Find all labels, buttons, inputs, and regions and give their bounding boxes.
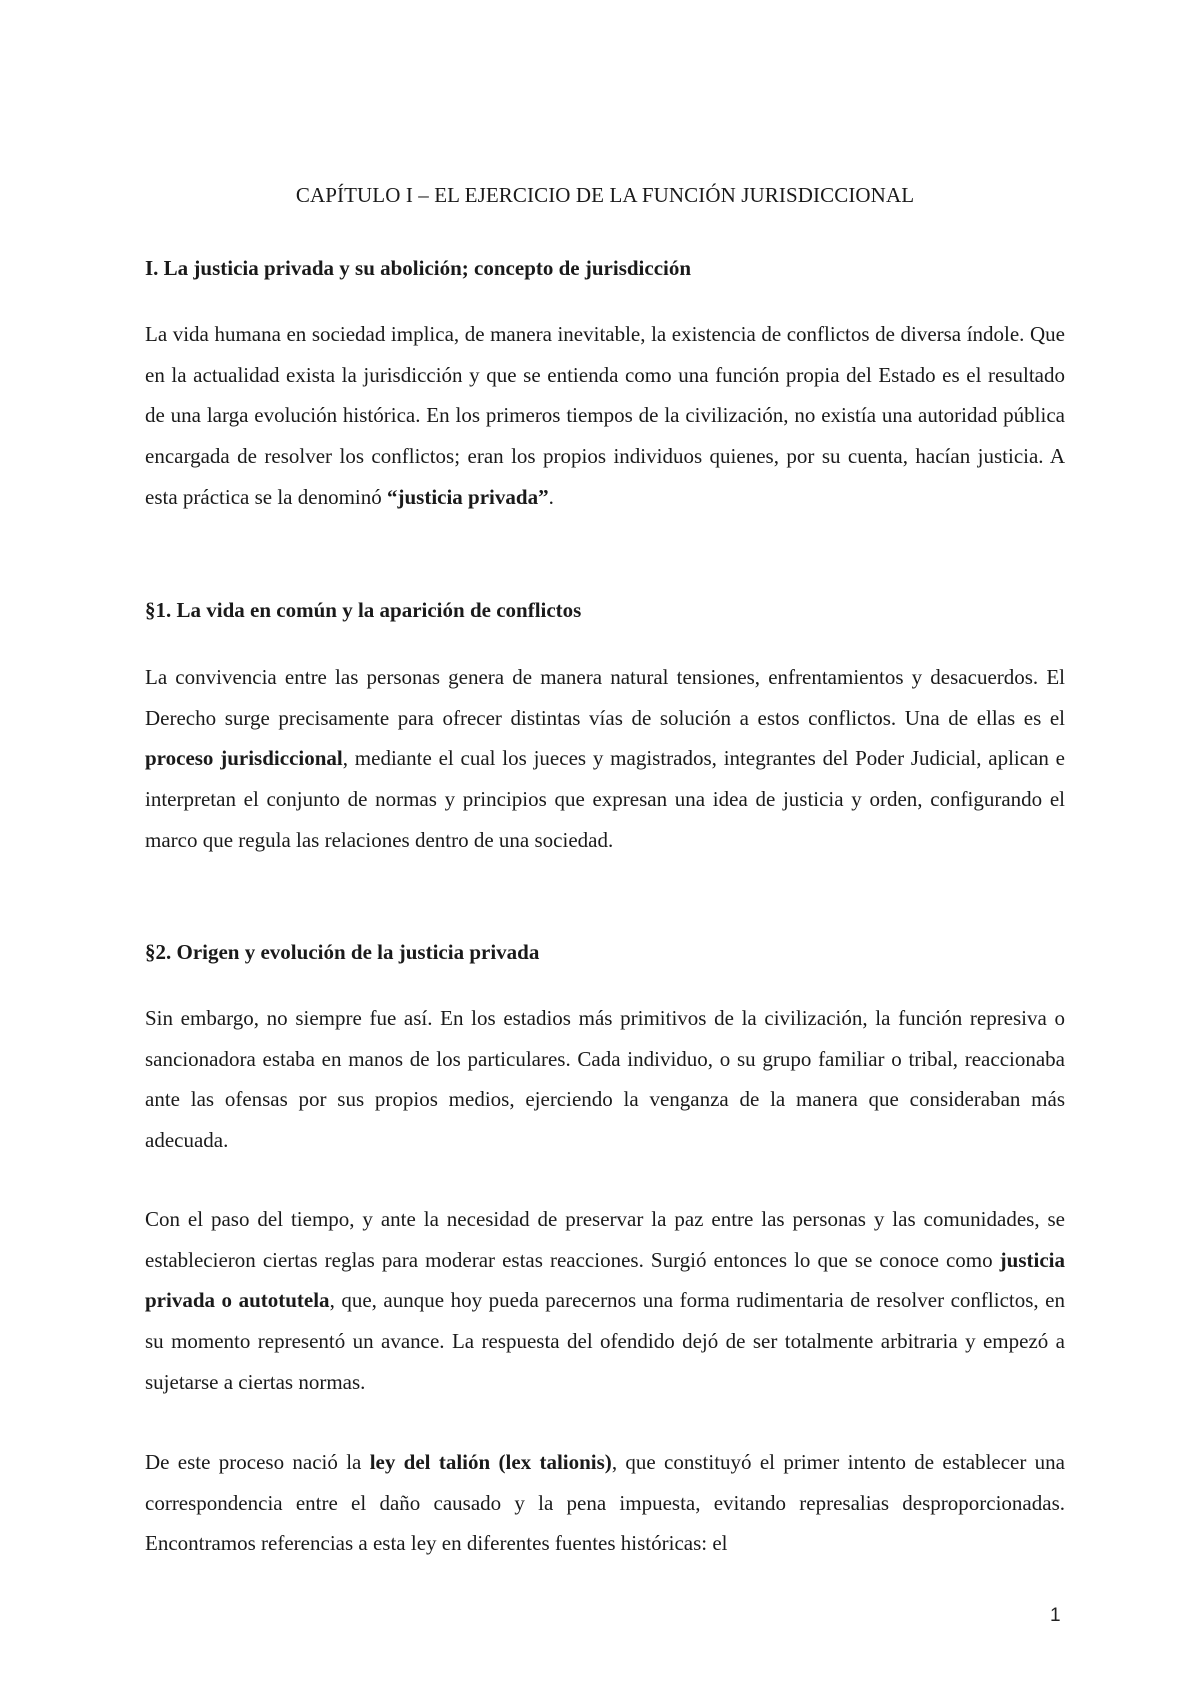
term-justicia-privada-autotutela: justicia privada o autotutela [145,1247,1065,1313]
paragraph-paso-text-a: Con el paso del tiempo, y ante la necesidad de preservar la paz entre las personas y las comunidades, se establecieron ciertas reglas para moderar estas reacciones. Surgió entonces lo que se conoce como [145,1207,1065,1272]
page-number: 1 [1050,1605,1061,1626]
section-heading-justicia-privada: I. La justicia privada y su abolición; concepto de jurisdicción [145,256,692,280]
paragraph-talion-text-a: De este proceso nació la [145,1450,370,1474]
paragraph-intro [145,314,1065,518]
paragraph-ley-talion [145,1442,1065,1564]
paragraph-convivencia [145,657,1065,861]
paragraph-paso-del-tiempo [145,1199,1065,1403]
paragraph-intro-end: . [548,484,554,509]
paragraph-talion-text-b: , que constituyó el primer intento de establecer una correspondencia entre el daño causado y la pena impuesta, evitando represalias desproporcionadas. Encontramos referencias a esta ley en diferentes fuentes históricas: el [145,1450,1065,1556]
paragraph-sin-embargo: Sin embargo, no siempre fue así. En los estadios más primitivos de la civilización, la función represiva o sancionadora estaba en manos de los particulares. Cada individuo, o su grupo familiar o tribal, reaccionaba ante las ofensas por sus propios medios, ejerciendo la venganza de la manera que consideraban más adecuada. [145,1006,1065,1153]
term-ley-del-talion: ley del talión (lex talionis) [369,1450,612,1474]
paragraph-convivencia-text-b: , mediante el cual los jueces y magistrados, integrantes del Poder Judicial, aplican e interpretan el conjunto de normas y principios que expresan una idea de justicia y orden, configurando el marco que regula las relaciones dentro de una sociedad. [145,746,1065,852]
paragraph-paso-text-b: , que, aunque hoy pueda parecernos una forma rudimentaria de resolver conflictos, en su momento representó un avance. La respuesta del ofendido dejó de ser totalmente arbitraria y empezó a sujetarse a ciertas normas. [145,1288,1065,1394]
term-proceso-jurisdiccional: proceso jurisdiccional [145,746,343,771]
subsection-heading-vida-en-comun: §1. La vida en común y la aparición de conflictos [145,598,582,622]
paragraph-intro-text: La vida humana en sociedad implica, de manera inevitable, la existencia de conflictos de diversa índole. Que en la actualidad exista la jurisdicción y que se entienda como una función propia del Estado es el resultado de una larga evolución histórica. En los primeros tiempos de la civilización, no existía una autoridad pública encargada de resolver los conflictos; eran los propios individuos quienes, por su cuenta, hacían justicia. A esta práctica se la denominó [145,322,1065,509]
term-justicia-privada: “justicia privada” [386,484,549,509]
chapter-title: CAPÍTULO I – EL EJERCICIO DE LA FUNCIÓN JURISDICCIONAL [295,183,915,207]
paragraph-convivencia-text-a: La convivencia entre las personas genera de manera natural tensiones, enfrentamientos y desacuerdos. El Derecho surge precisamente para ofrecer distintas vías de solución a estos conflictos. Una de ellas es el [145,665,1065,730]
subsection-heading-origen: §2. Origen y evolución de la justicia privada [145,940,540,964]
